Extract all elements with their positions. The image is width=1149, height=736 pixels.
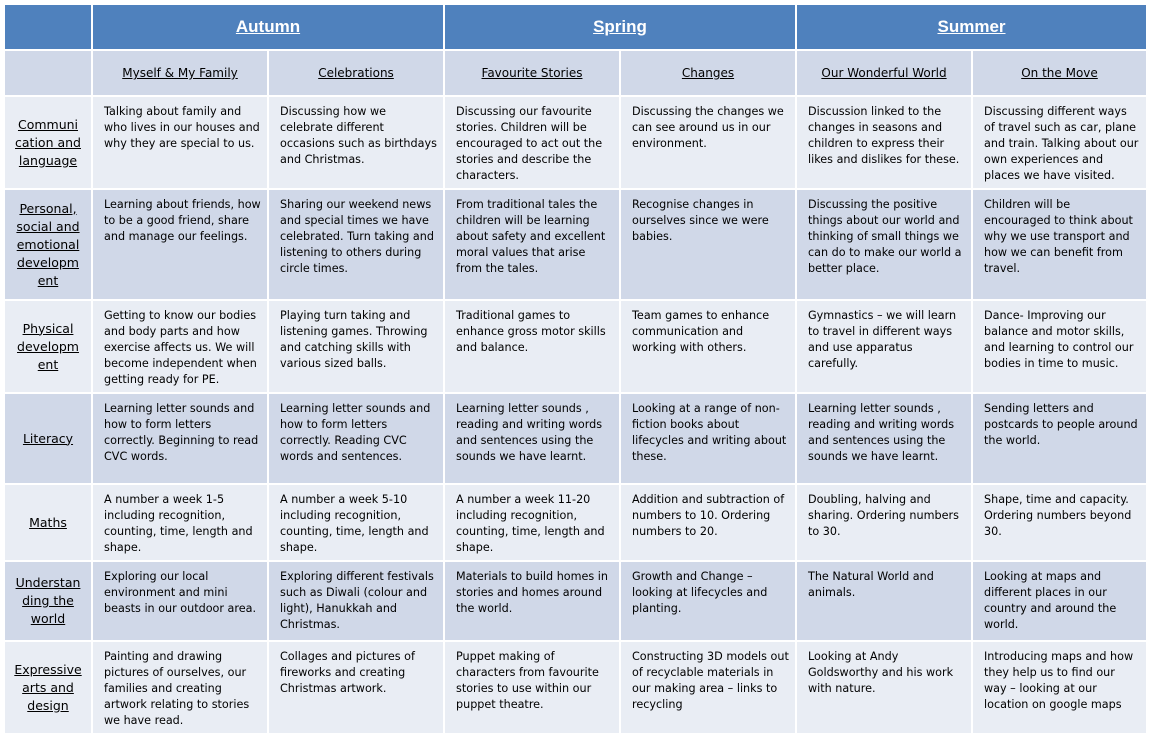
plan-cell: Learning letter sounds and how to form letters correctly. Beginning to read CVC words. [92,393,268,484]
topic-header: Changes [620,50,796,96]
table-row [4,641,1147,734]
plan-cell: Discussing our favourite stories. Children will be encouraged to act out the stories and describe the characters. [444,96,620,189]
plan-cell: Looking at Andy Goldsworthy and his work with nature. [796,641,972,734]
plan-cell: Constructing 3D models out of recyclable materials in our making area – links to recycling [620,641,796,734]
learning-area-label: Personal, social and emotional developm ent [4,189,92,300]
plan-cell: Doubling, halving and sharing. Ordering numbers to 30. [796,484,972,561]
plan-cell: Addition and subtraction of numbers to 10. Ordering numbers to 20. [620,484,796,561]
plan-cell: Sending letters and postcards to people around the world. [972,393,1147,484]
plan-cell: Talking about family and who lives in our houses and why they are special to us. [92,96,268,189]
season-header: Spring [444,4,796,50]
curriculum-table [3,3,1148,735]
topic-header: Myself & My Family [92,50,268,96]
plan-cell: Getting to know our bodies and body parts and how exercise affects us. We will become independent when getting ready for PE. [92,300,268,393]
table-row [4,561,1147,641]
season-header: Autumn [92,4,444,50]
plan-cell: Team games to enhance communication and working with others. [620,300,796,393]
topic-header: Favourite Stories [444,50,620,96]
plan-cell: From traditional tales the children will be learning about safety and excellent moral values that arise from the tales. [444,189,620,300]
plan-cell: The Natural World and animals. [796,561,972,641]
plan-cell: Learning letter sounds , reading and writing words and sentences using the sounds we have learnt. [444,393,620,484]
table-row [4,300,1147,393]
learning-area-label: Physical developm ent [4,300,92,393]
table-row [4,484,1147,561]
plan-cell: Gymnastics – we will learn to travel in different ways and use apparatus carefully. [796,300,972,393]
plan-cell: Looking at a range of non-fiction books about lifecycles and writing about these. [620,393,796,484]
plan-cell: Discussing the changes we can see around us in our environment. [620,96,796,189]
corner-cell [4,50,92,96]
curriculum-plan [3,3,1146,734]
plan-cell: Recognise changes in ourselves since we were babies. [620,189,796,300]
plan-cell: Playing turn taking and listening games. Throwing and catching skills with various sized balls. [268,300,444,393]
plan-cell: Painting and drawing pictures of ourselves, our families and creating artwork relating to stories we have read. [92,641,268,734]
plan-cell: Discussing different ways of travel such as car, plane and train. Talking about our own experiences and places we have visited. [972,96,1147,189]
plan-cell: Discussing the positive things about our world and thinking of small things we can do to make our world a better place. [796,189,972,300]
plan-cell: A number a week 11-20 including recognition, counting, time, length and shape. [444,484,620,561]
plan-cell: Sharing our weekend news and special times we have celebrated. Turn taking and listening to others during circle times. [268,189,444,300]
plan-cell: Introducing maps and how they help us to find our way – looking at our location on google maps [972,641,1147,734]
season-header: Summer [796,4,1147,50]
season-header-row [4,4,1147,50]
plan-cell: Looking at maps and different places in our country and around the world. [972,561,1147,641]
topic-header: Celebrations [268,50,444,96]
plan-cell: Dance- Improving our balance and motor skills, and learning to control our bodies in time to music. [972,300,1147,393]
plan-cell: Collages and pictures of fireworks and creating Christmas artwork. [268,641,444,734]
learning-area-label: Understan ding the world [4,561,92,641]
plan-cell: Growth and Change – looking at lifecycles and planting. [620,561,796,641]
learning-area-label: Expressive arts and design [4,641,92,734]
learning-area-label: Maths [4,484,92,561]
plan-cell: Exploring different festivals such as Diwali (colour and light), Hanukkah and Christmas. [268,561,444,641]
topic-header: On the Move [972,50,1147,96]
table-row [4,393,1147,484]
table-row [4,96,1147,189]
learning-area-label: Literacy [4,393,92,484]
topic-header-row [4,50,1147,96]
plan-cell: Shape, time and capacity. Ordering numbers beyond 30. [972,484,1147,561]
learning-area-label: Communi cation and language [4,96,92,189]
plan-cell: Discussing how we celebrate different occasions such as birthdays and Christmas. [268,96,444,189]
plan-cell: Learning about friends, how to be a good friend, share and manage our feelings. [92,189,268,300]
plan-cell: Exploring our local environment and mini beasts in our outdoor area. [92,561,268,641]
table-row [4,189,1147,300]
plan-cell: Traditional games to enhance gross motor skills and balance. [444,300,620,393]
plan-cell: A number a week 1-5 including recognition, counting, time, length and shape. [92,484,268,561]
plan-cell: Learning letter sounds , reading and writing words and sentences using the sounds we have learnt. [796,393,972,484]
plan-cell: Learning letter sounds and how to form letters correctly. Reading CVC words and sentences. [268,393,444,484]
corner-cell [4,4,92,50]
plan-cell: Puppet making of characters from favourite stories to use within our puppet theatre. [444,641,620,734]
plan-cell: Children will be encouraged to think about why we use transport and how we can benefit from travel. [972,189,1147,300]
topic-header: Our Wonderful World [796,50,972,96]
plan-cell: Discussion linked to the changes in seasons and children to express their likes and dislikes for these. [796,96,972,189]
plan-cell: A number a week 5-10 including recognition, counting, time, length and shape. [268,484,444,561]
plan-cell: Materials to build homes in stories and homes around the world. [444,561,620,641]
